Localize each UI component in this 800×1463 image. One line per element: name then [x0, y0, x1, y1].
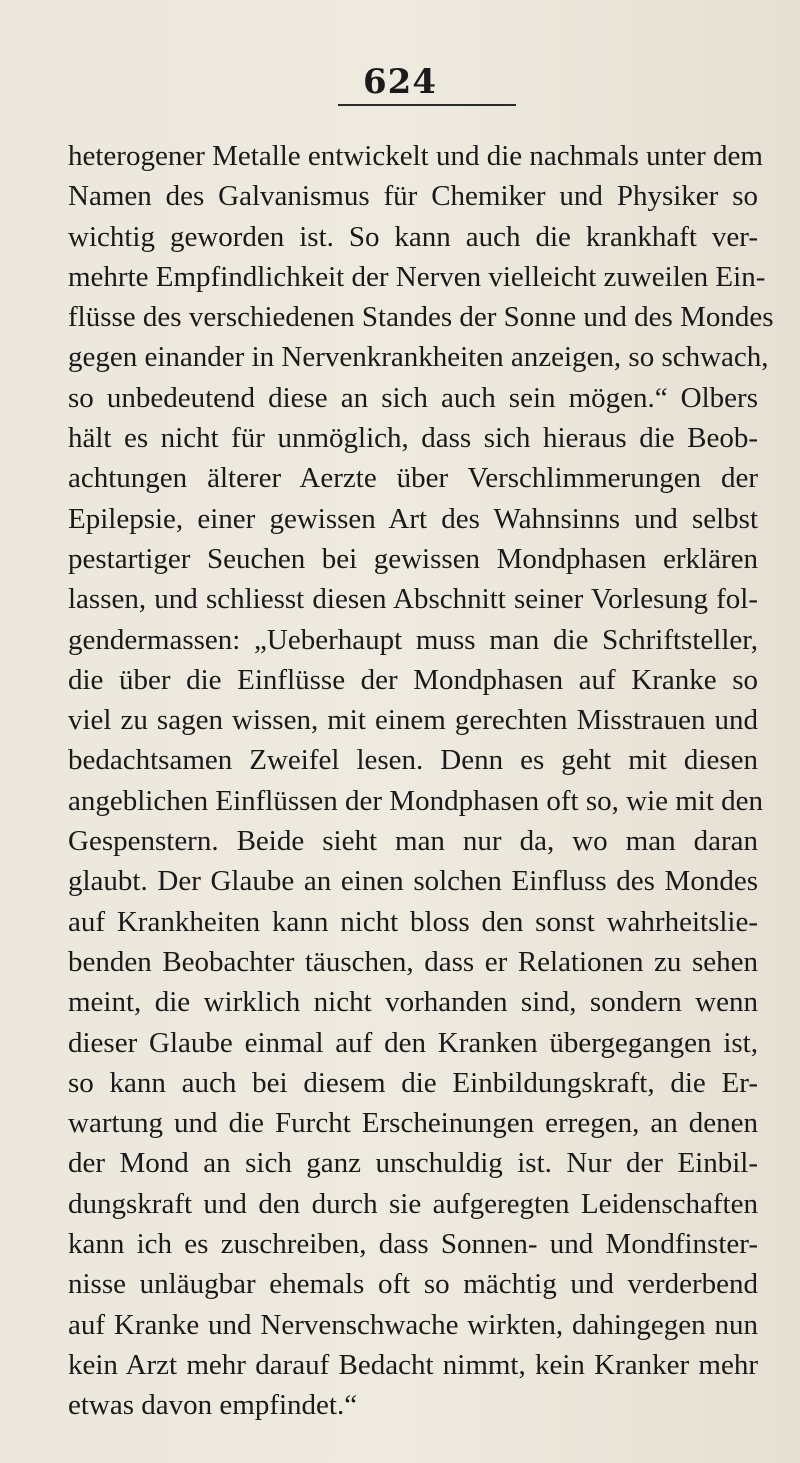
- page-number: 624: [363, 62, 437, 102]
- text-line: so unbedeutend diese an sich auch sein mögen.“ Olbers: [68, 381, 758, 414]
- text-line: viel zu sagen wissen, mit einem gerechten Misstrauen und: [68, 704, 758, 737]
- text-line: nisse unläugbar ehemals oft so mächtig und verderbend: [68, 1268, 758, 1301]
- text-line: mehrte Empfindlichkeit der Nerven vielleicht zuweilen Ein-: [68, 260, 766, 293]
- text-line: angeblichen Einflüssen der Mondphasen oft so, wie mit den: [68, 784, 764, 817]
- text-line: kein Arzt mehr darauf Bedacht nimmt, kein Kranker mehr: [68, 1348, 758, 1381]
- text-line: pestartiger Seuchen bei gewissen Mondphasen erklären: [68, 542, 758, 575]
- text-line: so kann auch bei diesem die Einbildungskraft, die Er-: [68, 1066, 758, 1099]
- body-text: [68, 136, 774, 1426]
- text-line: achtungen älterer Aerzte über Verschlimmerungen der: [68, 462, 758, 495]
- text-line: die über die Einflüsse der Mondphasen auf Kranke so: [68, 663, 758, 696]
- text-line: hält es nicht für unmöglich, dass sich hieraus die Beob-: [68, 422, 758, 455]
- text-line: kann ich es zuschreiben, dass Sonnen- und Mondfinster-: [68, 1228, 758, 1261]
- text-line: auf Krankheiten kann nicht bloss den sonst wahrheitslie-: [68, 905, 758, 938]
- text-line: etwas davon empfindet.“: [68, 1389, 358, 1422]
- text-line: wichtig geworden ist. So kann auch die krankhaft ver-: [68, 220, 758, 253]
- text-line: auf Kranke und Nervenschwache wirkten, dahingegen nun: [68, 1308, 758, 1341]
- text-line: gegen einander in Nervenkrankheiten anzeigen, so schwach,: [68, 341, 769, 374]
- text-line: wartung und die Furcht Erscheinungen erregen, an denen: [68, 1107, 758, 1140]
- text-line: benden Beobachter täuschen, dass er Relationen zu sehen: [68, 945, 758, 978]
- text-line: gendermassen: „Ueberhaupt muss man die Schriftsteller,: [68, 623, 758, 656]
- text-line: meint, die wirklich nicht vorhanden sind, sondern wenn: [68, 986, 758, 1019]
- text-line: flüsse des verschiedenen Standes der Sonne und des Mondes: [68, 301, 774, 334]
- text-line: bedachtsamen Zweifel lesen. Denn es geht mit diesen: [68, 744, 758, 777]
- header-rule: [338, 104, 516, 106]
- text-line: dieser Glaube einmal auf den Kranken übergegangen ist,: [68, 1026, 758, 1059]
- text-line: Gespenstern. Beide sieht man nur da, wo man daran: [68, 825, 758, 858]
- text-line: glaubt. Der Glaube an einen solchen Einfluss des Mondes: [68, 865, 758, 898]
- text-line: Epilepsie, einer gewissen Art des Wahnsinns und selbst: [68, 502, 758, 535]
- text-line: heterogener Metalle entwickelt und die nachmals unter dem: [68, 140, 763, 172]
- text-line: der Mond an sich ganz unschuldig ist. Nur der Einbil-: [68, 1147, 758, 1180]
- text-line: Namen des Galvanismus für Chemiker und Physiker so: [68, 180, 758, 213]
- text-line: dungskraft und den durch sie aufgeregten Leidenschaften: [68, 1187, 758, 1220]
- text-line: lassen, und schliesst diesen Abschnitt seiner Vorlesung fol-: [68, 583, 758, 616]
